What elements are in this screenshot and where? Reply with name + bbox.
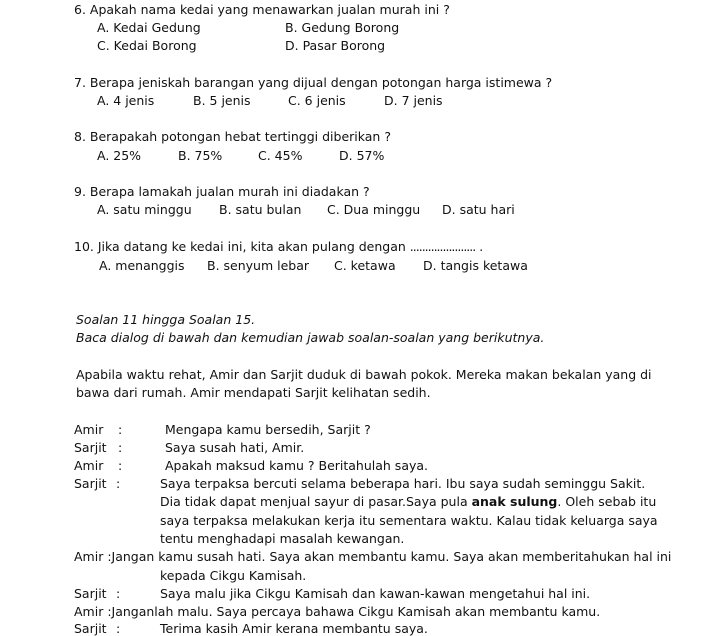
question-10-option-b: B. senyum lebar (207, 258, 310, 273)
question-8-option-b: B. 75% (178, 148, 223, 163)
question-7-option-a: A. 4 jenis (97, 93, 155, 108)
intro-line-2: bawa dari rumah. Amir mendapati Sarjit kelihatan sedih. (76, 385, 431, 400)
dialog-line: saya terpaksa melakukan kerja itu sementara waktu. Kalau tidak keluarga saya (160, 513, 658, 528)
question-8-stem: 8. Berapakah potongan hebat tertinggi diberikan ? (74, 129, 391, 144)
dialog-line: Apakah maksud kamu ? Beritahulah saya. (165, 458, 429, 473)
question-10-stem-end: . (475, 239, 484, 254)
answer-blank: ...................... (409, 239, 476, 254)
dialog-line-amir: Amir :Jangan kamu susah hati. Saya akan membantu kamu. Saya akan memberitahukan hal ini (74, 549, 672, 564)
dialog-colon: : (118, 440, 123, 455)
dialog-colon: : (116, 476, 121, 491)
dialog-text: Dia tidak dapat menjual sayur di pasar.Saya pula (160, 494, 472, 509)
question-7-option-b: B. 5 jenis (193, 93, 251, 108)
question-7-stem: 7. Berapa jeniskah barangan yang dijual dengan potongan harga istimewa ? (74, 75, 553, 90)
dialog-line (160, 494, 656, 509)
emphasis-text: anak sulung (471, 494, 558, 509)
question-8-option-d: D. 57% (339, 148, 385, 163)
dialog-line: Mengapa kamu bersedih, Sarjit ? (165, 422, 371, 437)
section-instruction: Baca dialog di bawah dan kemudian jawab soalan-soalan yang berikutnya. (76, 330, 545, 345)
question-10-stem (74, 239, 483, 254)
dialog-text: . Oleh sebab itu (557, 494, 657, 509)
dialog-speaker-sarjit: Sarjit (74, 476, 107, 491)
intro-line-1: Apabila waktu rehat, Amir dan Sarjit duduk di bawah pokok. Mereka makan bekalan yang di (76, 367, 652, 382)
question-9-option-a: A. satu minggu (97, 202, 192, 217)
question-9-stem: 9. Berapa lamakah jualan murah ini diadakan ? (74, 184, 370, 199)
question-10-option-d: D. tangis ketawa (423, 258, 528, 273)
question-10-option-c: C. ketawa (334, 258, 396, 273)
question-8-option-c: C. 45% (258, 148, 303, 163)
dialog-line: Saya malu jika Cikgu Kamisah dan kawan-kawan mengetahui hal ini. (160, 586, 591, 601)
dialog-colon: : (116, 621, 121, 636)
question-9-option-c: C. Dua minggu (327, 202, 421, 217)
dialog-line: kepada Cikgu Kamisah. (160, 568, 307, 583)
question-6-option-c: C. Kedai Borong (97, 38, 197, 53)
question-6-option-a: A. Kedai Gedung (97, 20, 201, 35)
question-10-stem-text: 10. Jika datang ke kedai ini, kita akan pulang dengan (74, 239, 410, 254)
dialog-speaker-amir: Amir (74, 458, 104, 473)
dialog-colon: : (116, 586, 121, 601)
dialog-line: tentu menghadapi masalah kewangan. (160, 531, 405, 546)
dialog-speaker-sarjit: Sarjit (74, 586, 107, 601)
question-6-option-d: D. Pasar Borong (285, 38, 386, 53)
question-8-option-a: A. 25% (97, 148, 142, 163)
dialog-speaker-amir: Amir (74, 422, 104, 437)
dialog-line: Terima kasih Amir kerana membantu saya. (160, 621, 428, 636)
question-7-option-c: C. 6 jenis (288, 93, 346, 108)
question-6-option-b: B. Gedung Borong (285, 20, 400, 35)
dialog-line: Saya susah hati, Amir. (165, 440, 305, 455)
dialog-speaker-sarjit: Sarjit (74, 621, 107, 636)
section-heading: Soalan 11 hingga Soalan 15. (76, 312, 256, 327)
question-9-option-d: D. satu hari (442, 202, 515, 217)
question-10-option-a: A. menanggis (99, 258, 185, 273)
question-6-stem: 6. Apakah nama kedai yang menawarkan jualan murah ini ? (74, 2, 450, 17)
dialog-colon: : (118, 458, 123, 473)
dialog-colon: : (118, 422, 123, 437)
dialog-speaker-sarjit: Sarjit (74, 440, 107, 455)
dialog-line: Saya terpaksa bercuti selama beberapa hari. Ibu saya sudah seminggu Sakit. (160, 476, 646, 491)
question-9-option-b: B. satu bulan (219, 202, 302, 217)
question-7-option-d: D. 7 jenis (384, 93, 443, 108)
dialog-line-amir: Amir :Janganlah malu. Saya percaya bahawa Cikgu Kamisah akan membantu kamu. (74, 604, 601, 619)
